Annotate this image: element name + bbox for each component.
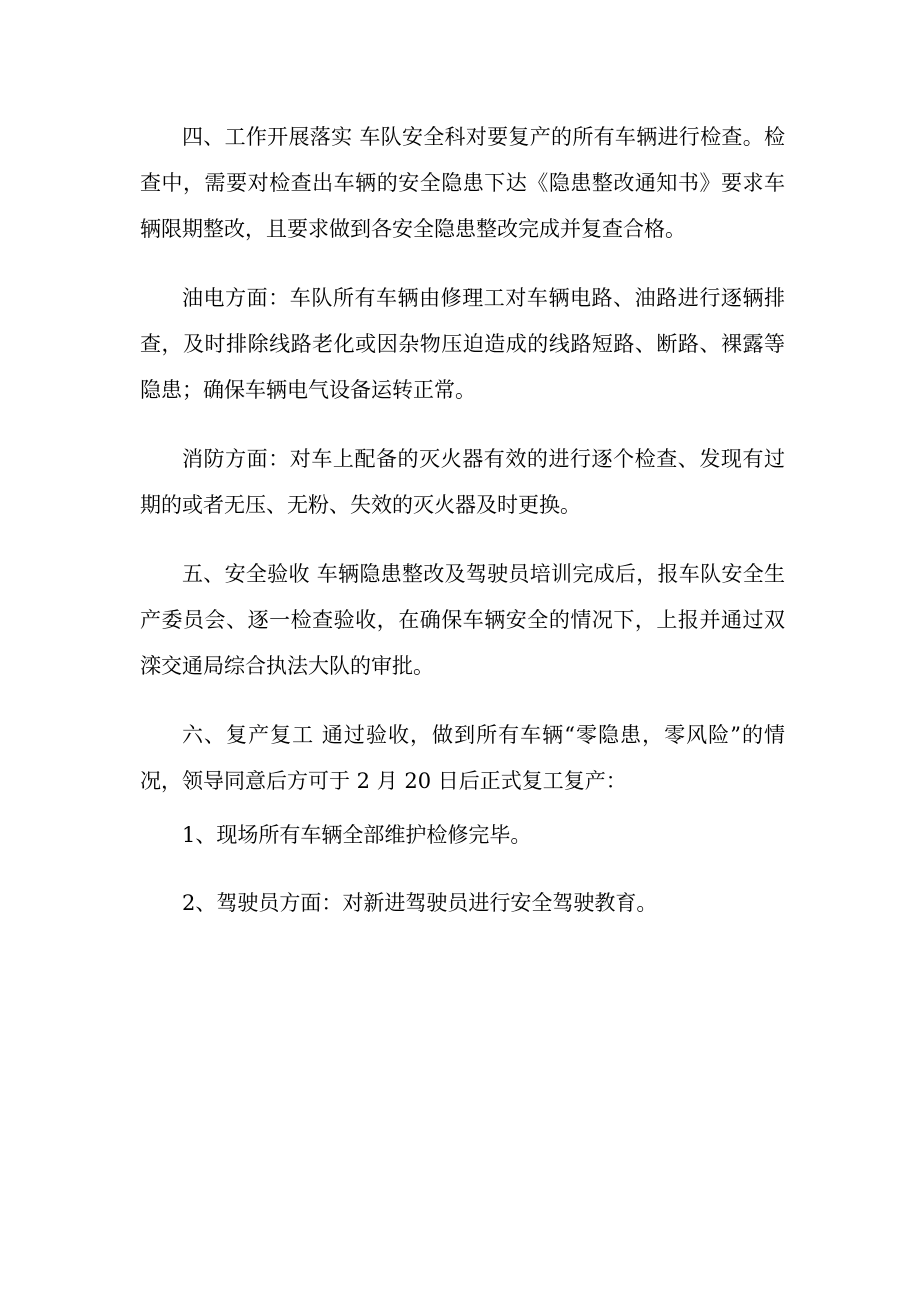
paragraph-oil-electric: 油电方面：车队所有车辆由修理工对车辆电路、油路进行逐辆排查，及时排除线路老化或因杂物压迫造成的线路短路、断路、裸露等隐患；确保车辆电气设备运转正常。 [140,286,785,402]
paragraph-resume-work: 六、复产复工 通过验收，做到所有车辆“零隐患，零风险”的情况，领导同意后方可于 2 月 20 日后正式复工复产： [140,723,785,793]
list-item-vehicle-maintenance: 1、现场所有车辆全部维护检修完毕。 [182,823,532,847]
paragraph-work-implementation: 四、工作开展落实 车队安全科对要复产的所有车辆进行检查。检查中，需要对检查出车辆的安全隐患下达《隐患整改通知书》要求车辆限期整改，且要求做到各安全隐患整改完成并复查合格。 [140,125,785,241]
paragraph-fire-protection: 消防方面：对车上配备的灭火器有效的进行逐个检查、发现有过期的或者无压、无粉、失效的灭火器及时更换。 [140,447,785,517]
paragraph-safety-acceptance: 五、安全验收 车辆隐患整改及驾驶员培训完成后，报车队安全生产委员会、逐一检查验收，在确保车辆安全的情况下，上报并通过双滦交通局综合执法大队的审批。 [140,562,785,678]
document-body [140,114,785,948]
list-item-driver-education: 2、驾驶员方面：对新进驾驶员进行安全驾驶教育。 [182,891,658,915]
